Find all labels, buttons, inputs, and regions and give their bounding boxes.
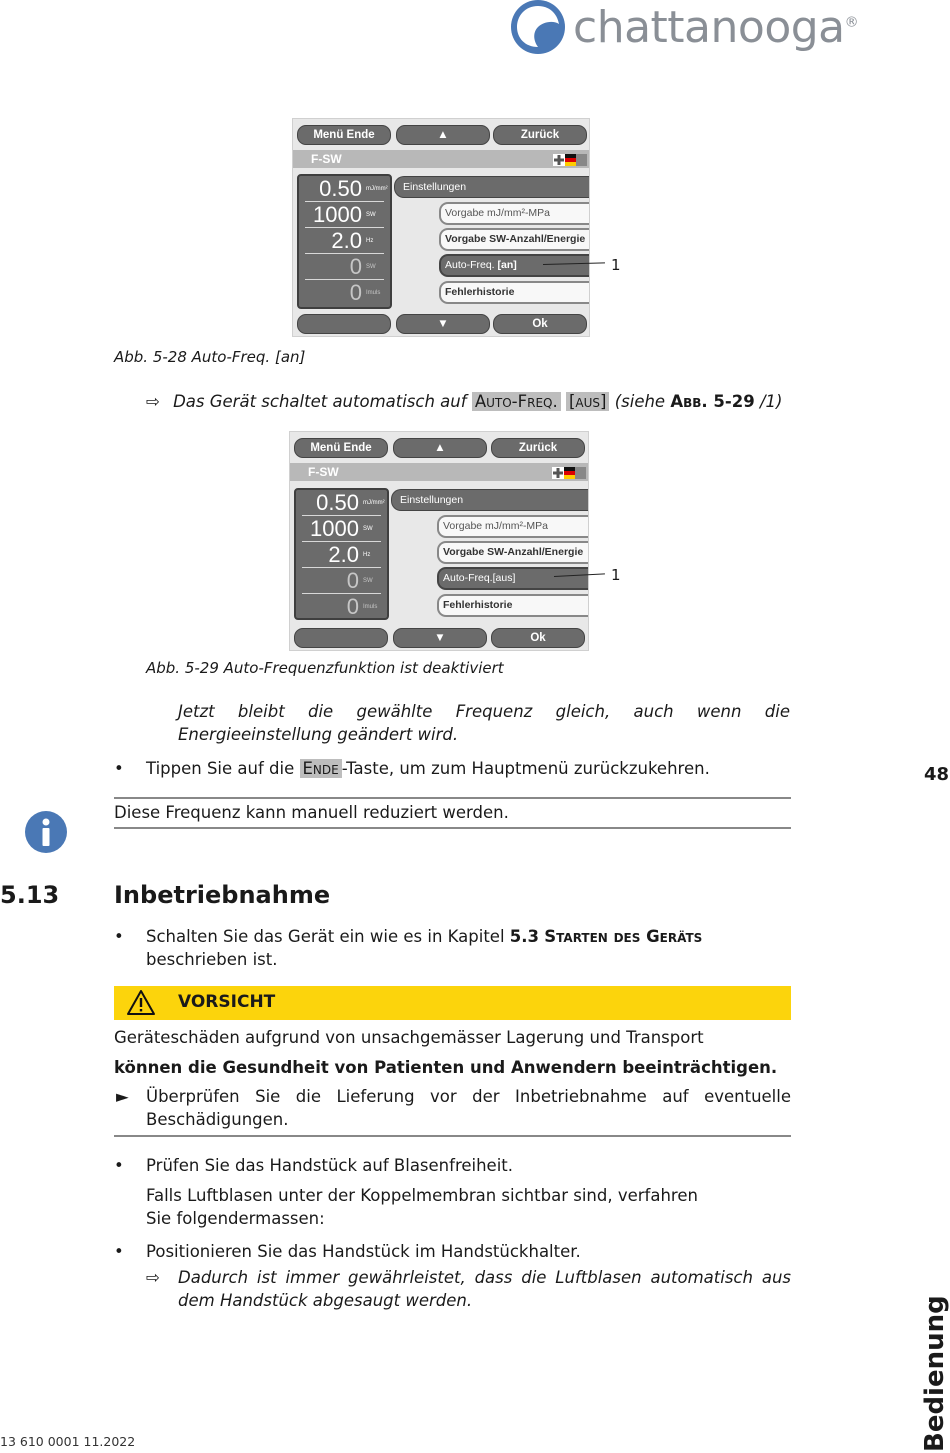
frequency-value: 2.0 Hz	[299, 228, 390, 254]
blank-button[interactable]	[297, 314, 391, 334]
info-text: Diese Frequenz kann manuell reduziert werden.	[114, 803, 509, 822]
end-key-label: Ende	[300, 759, 342, 778]
menu-item-error-history[interactable]: Fehlerhistorie	[437, 594, 589, 617]
menu-item-auto-freq[interactable]: Auto-Freq.[aus]	[437, 567, 589, 590]
language-flags-icon	[552, 466, 586, 478]
back-button[interactable]: Zurück	[491, 438, 585, 458]
values-panel	[294, 488, 389, 620]
blank-button[interactable]	[294, 628, 388, 648]
shockwave-count-value: 1000 SW	[296, 516, 387, 542]
settings-menu-header: Einstellungen	[394, 176, 590, 198]
ok-button[interactable]: Ok	[493, 314, 587, 334]
pulse-value: 0 Imuls	[349, 280, 381, 305]
values-panel	[297, 174, 392, 309]
mode-label: F-SW	[311, 152, 342, 166]
applied-sw-value: 0 SW	[299, 254, 390, 280]
menu-item-energy-preset[interactable]: Vorgabe mJ/mm²-MPa	[439, 202, 590, 225]
menu-item-error-history[interactable]: Fehlerhistorie	[439, 281, 590, 304]
info-rule-bottom	[114, 827, 791, 829]
info-rule-top	[114, 797, 791, 799]
menu-end-button[interactable]: Menü Ende	[297, 125, 391, 145]
menu-item-energy-preset[interactable]: Vorgabe mJ/mm²-MPa	[437, 515, 589, 538]
caution-action: ► Überprüfen Sie die Lieferung vor der Inbetriebnahme auf eventuelle Beschädigungen.	[116, 1087, 791, 1129]
section-title: Inbetriebnahme	[114, 881, 331, 909]
callout-number: 1	[611, 256, 621, 274]
caution-banner	[114, 986, 791, 1020]
menu-item-sw-count-preset[interactable]: Vorgabe SW-Anzahl/Energie	[439, 228, 590, 251]
energy-value: 0.50 mJ/mm²	[299, 176, 390, 202]
info-icon	[24, 810, 68, 854]
settings-menu-header: Einstellungen	[391, 489, 589, 511]
page-number: 48	[924, 764, 950, 785]
energy-value: 0.50 mJ/mm²	[296, 490, 387, 516]
down-button[interactable]: ▼	[396, 314, 490, 334]
callout-number: 1	[611, 566, 621, 584]
figure-caption-5-28: Abb. 5-28 Auto-Freq. [an]	[114, 348, 306, 366]
menu-item-auto-freq[interactable]: Auto-Freq. [an]	[439, 254, 590, 277]
action-marker-icon: ►	[116, 1087, 129, 1106]
warning-triangle-icon	[126, 989, 156, 1016]
up-button[interactable]: ▲	[396, 125, 490, 145]
logo-wordmark: chattanooga®	[573, 2, 859, 53]
section-number: 5.13	[0, 881, 60, 909]
up-button[interactable]: ▲	[393, 438, 487, 458]
logo-swoosh-icon	[511, 0, 565, 54]
device-screen-auto-freq-off	[289, 431, 589, 651]
result-auto-off: ⇨ Das Gerät schaltet automatisch auf Auto-Freq. [aus] (siehe Abb. 5-29 /1)	[146, 392, 783, 411]
language-flags-icon	[553, 153, 587, 165]
mode-label: F-SW	[308, 465, 339, 479]
shockwave-count-value: 1000 SW	[299, 202, 390, 228]
bullet-check-bubbles: • Prüfen Sie das Handstück auf Blasenfreiheit. Falls Luftblasen unter der Koppelmembran sichtbar sind, verfahren Sie folgendermassen:	[114, 1156, 698, 1228]
bullet-position-handpiece: • Positionieren Sie das Handstück im Handstückhalter. ⇨ Dadurch ist immer gewährleistet, dass die Luftblasen automatisch aus dem Handstück abgesaugt werden.	[114, 1242, 791, 1310]
caution-label: VORSICHT	[178, 992, 276, 1012]
pulse-value: 0 Imuls	[346, 594, 378, 619]
ok-button[interactable]: Ok	[491, 628, 585, 648]
side-chapter-label: Bedienung	[920, 1295, 950, 1452]
menu-end-button[interactable]: Menü Ende	[294, 438, 388, 458]
back-button[interactable]: Zurück	[493, 125, 587, 145]
frequency-value: 2.0 Hz	[296, 542, 387, 568]
footer-document-number: 13 610 0001 11.2022	[0, 1434, 136, 1449]
caution-hazard-text: Geräteschäden aufgrund von unsachgemässer Lagerung und Transport	[114, 1028, 704, 1047]
note-frequency-unchanged: Jetzt bleibt die gewählte Frequenz gleich, auch wenn die Energieeinstellung geändert wird.	[178, 702, 790, 744]
bullet-start-device: • Schalten Sie das Gerät ein wie es in Kapitel 5.3 Starten des Geräts beschrieben ist.	[114, 927, 703, 969]
logo-mark	[511, 0, 565, 54]
caution-rule-bottom	[114, 1135, 791, 1137]
caution-consequence-text: können die Gesundheit von Patienten und Anwendern beeinträchtigen.	[114, 1058, 778, 1077]
mode-bar	[290, 463, 588, 481]
figure-caption-5-29: Abb. 5-29 Auto-Frequenzfunktion ist deaktiviert	[146, 659, 504, 677]
device-screen-auto-freq-on	[292, 118, 590, 337]
applied-sw-value: 0 SW	[296, 568, 387, 594]
bullet-end-key: • Tippen Sie auf die Ende -Taste, um zum Hauptmenü zurückzukehren.	[114, 759, 710, 778]
down-button[interactable]: ▼	[393, 628, 487, 648]
menu-item-sw-count-preset[interactable]: Vorgabe SW-Anzahl/Energie	[437, 541, 589, 564]
mode-bar	[293, 150, 589, 168]
